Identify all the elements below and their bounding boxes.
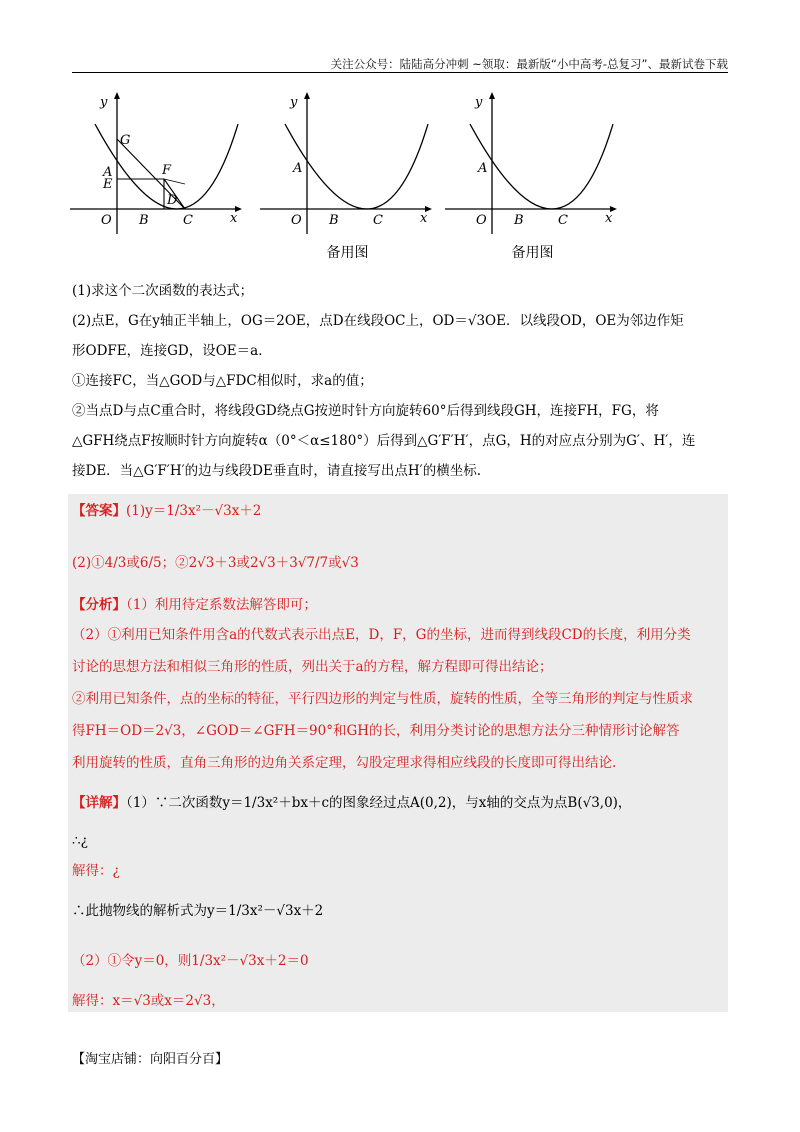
answer-2: (2)①4/3或6/5；②2√3＋3或2√3＋3√7/7或√3 (72, 555, 359, 571)
answer-tag: 【答案】 (72, 503, 126, 519)
label-C: C (373, 213, 383, 228)
label-y: y (290, 95, 298, 110)
answer-line-1 (72, 500, 728, 522)
label-B: B (329, 213, 339, 228)
question-2-part-2-line-a: ②当点D与点C重合时，将线段GD绕点G按逆时针方向旋转60°后得到线段GH，连接FH，FG，将 (72, 403, 659, 419)
main-figure (70, 84, 245, 264)
parabola-diagram-backup-2 (445, 84, 620, 264)
question-2-line-b: 形ODFE，连接GD，设OE＝a． (72, 343, 272, 359)
label-O: O (291, 213, 302, 228)
label-y: y (100, 95, 108, 110)
detail-line-2: ∴¿ (72, 833, 88, 849)
backup-figure-1 (260, 84, 435, 264)
label-O: O (101, 213, 112, 228)
backup-figure-2 (445, 84, 620, 264)
label-C: C (558, 213, 568, 228)
label-B: B (514, 213, 524, 228)
analysis-line-2: （2）①利用已知条件用含a的代数式表示出点E，D，F，G的坐标，进而得到线段CD的长度，利用分类 (72, 627, 691, 643)
header-text: 关注公众号：陆陆高分冲刺 ~领取：最新版“小中高考-总复习”、最新试卷下载 (330, 57, 728, 71)
analysis-line-5: 得FH＝OD＝2√3，∠GOD＝∠GFH＝90°和GH的长，利用分类讨论的思想方法分三种情形讨论解答 (72, 723, 680, 739)
detail-tag: 【详解】 (72, 795, 126, 811)
parabola-diagram-backup-1 (260, 84, 435, 264)
detail-line-4: ∴此抛物线的解析式为y＝1/3x²－√3x＋2 (72, 903, 324, 919)
analysis-line-4: ②利用已知条件，点的坐标的特征，平行四边形的判定与性质，旋转的性质，全等三角形的判定与性质求 (72, 691, 693, 707)
label-x: x (605, 211, 613, 226)
problem-text (72, 276, 728, 486)
detail-line-6: 解得：x＝√3或x＝2√3， (72, 993, 225, 1009)
label-E: E (103, 177, 113, 192)
figure-row (70, 84, 630, 264)
question-2-part-1: ①连接FC，当△GOD与△FDC相似时，求a的值； (72, 373, 373, 389)
question-2-part-2-line-b: △GFH绕点F按顺时针方向旋转α（0°＜α≤180°）后得到△G′F′H′，点G，H的对应点分别为G′、H′，连 (72, 433, 696, 449)
label-x: x (230, 211, 238, 226)
question-2-line-a: (2)点E，G在y轴正半轴上，OG＝2OE，点D在线段OC上，OD＝√3OE．以线段OD，OE为邻边作矩 (72, 313, 684, 329)
analysis-line-1 (72, 594, 728, 616)
analysis-line-3: 讨论的思想方法和相似三角形的性质，列出关于a的方程，解方程即可得出结论； (72, 659, 553, 675)
label-A: A (103, 165, 113, 180)
parabola-diagram-main (70, 84, 245, 264)
page-footer: 【淘宝店铺：向阳百分百】 (72, 1052, 229, 1067)
analysis-line-6: 利用旋转的性质，直角三角形的边角关系定理，勾股定理求得相应线段的长度即可得出结论. (72, 755, 617, 771)
label-O: O (476, 213, 487, 228)
analysis-text-1: （1）利用待定系数法解答即可； (126, 597, 317, 613)
label-F: F (162, 163, 172, 178)
label-B: B (139, 213, 149, 228)
label-x: x (420, 211, 428, 226)
label-D: D (167, 193, 178, 208)
label-G: G (120, 133, 131, 148)
detail-text-1: （1）∵二次函数y＝1/3x²＋bx＋c的图象经过点A(0,2)，与x轴的交点为点B(√3,0)， (126, 795, 632, 811)
question-1: (1)求这个二次函数的表达式； (72, 283, 254, 299)
label-C: C (183, 213, 193, 228)
question-2-part-2-line-c: 接DE．当△G′F′H′的边与线段DE垂直时，请直接写出点H′的横坐标. (72, 463, 481, 479)
detail-text-5: （2）①令y＝0，则1/3x²－√3x＋2＝0 (72, 953, 309, 969)
label-A: A (293, 161, 303, 176)
caption-backup-2: 备用图 (511, 245, 554, 261)
label-y: y (475, 95, 483, 110)
analysis-tag: 【分析】 (72, 597, 126, 613)
page-header (72, 56, 728, 73)
label-A: A (478, 161, 488, 176)
answer-line-2 (72, 552, 728, 574)
detail-line-3: 解得：¿ (72, 863, 120, 879)
detail-line-5 (72, 950, 728, 972)
detail-line-1 (72, 792, 728, 814)
caption-backup-1: 备用图 (326, 245, 369, 261)
answer-1: (1)y＝1/3x²－√3x＋2 (126, 503, 262, 519)
